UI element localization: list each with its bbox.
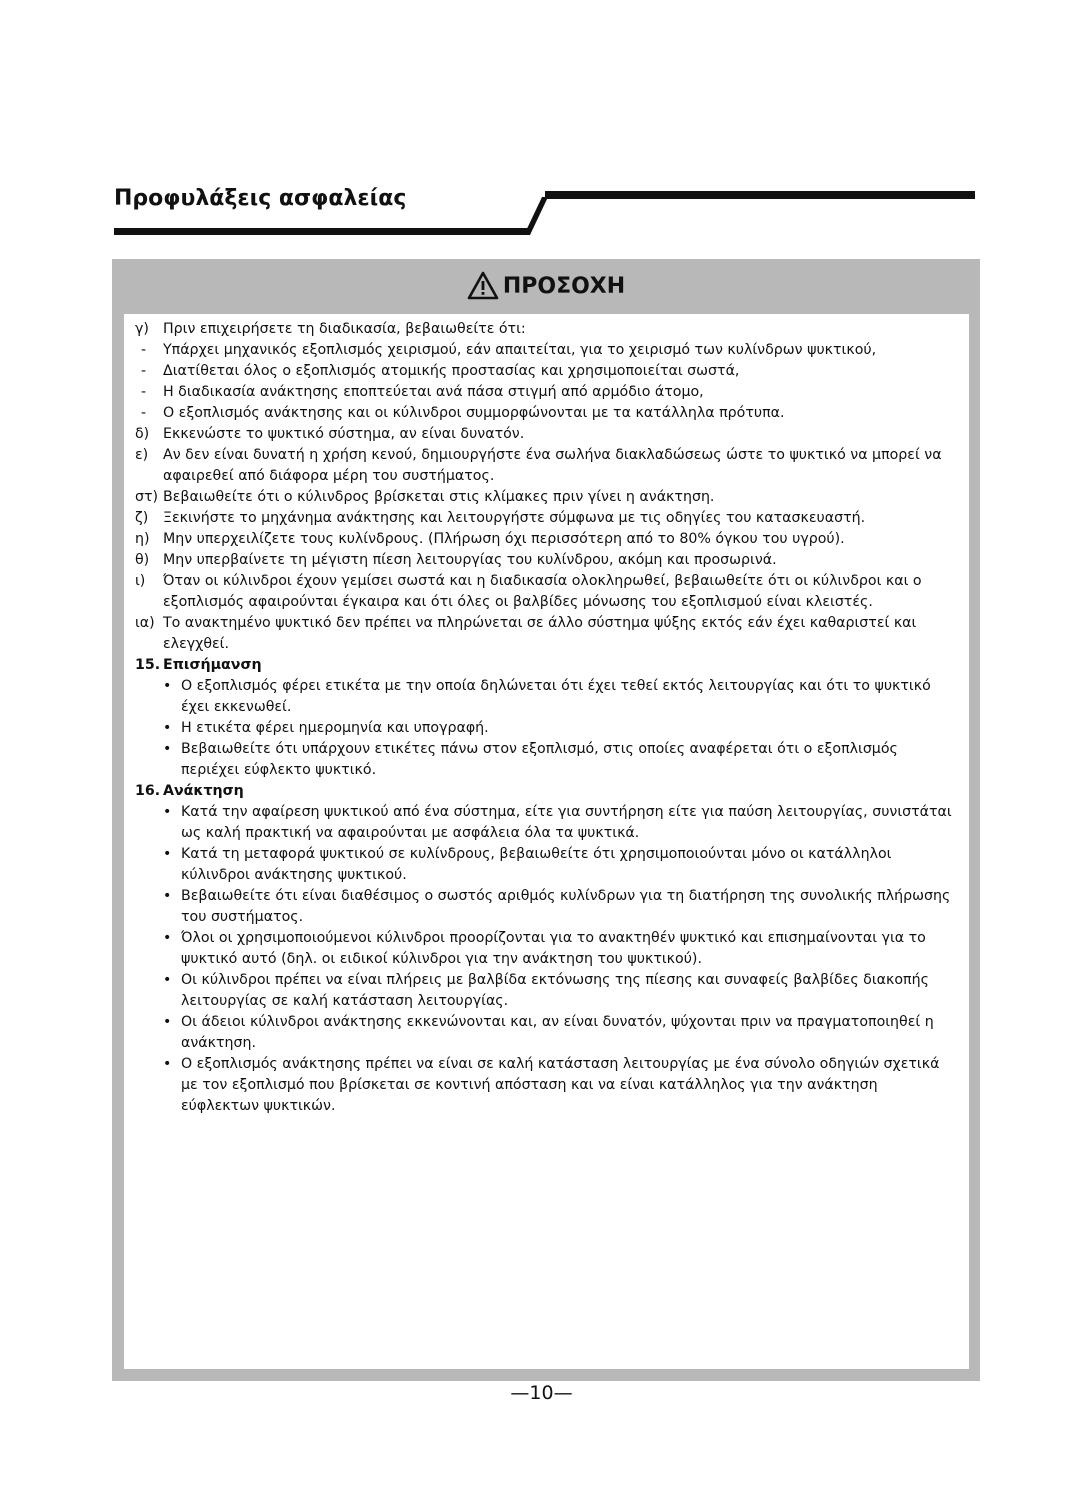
item-marker: δ) (135, 426, 150, 442)
item-text: Οι κύλινδροι πρέπει να είναι πλήρεις με βαλβίδα εκτόνωσης της πίεσης και συναφείς βαλβίδες διακοπής λειτουργίας σε καλή κατάσταση λειτουργίας. (181, 972, 929, 1009)
list-item (135, 676, 955, 718)
item-marker: ια) (135, 615, 155, 631)
page-number: —10— (510, 1382, 573, 1404)
item-text: Αν δεν είναι δυνατή η χρήση κενού, δημιουργήστε ένα σωλήνα διακλαδώσεως ώστε το ψυκτικό να μπορεί να αφαιρεθεί από διάφορα μέρη του συστήματος. (163, 447, 942, 484)
list-item (135, 529, 955, 550)
list-item (135, 970, 955, 1012)
list-item (135, 319, 955, 340)
warning-triangle-icon (467, 271, 499, 300)
item-text: Διατίθεται όλος ο εξοπλισμός ατομικής προστασίας και χρησιμοποιείται σωστά, (163, 363, 740, 379)
item-text: Κατά την αφαίρεση ψυκτικού από ένα σύστημα, είτε για συντήρηση είτε για παύση λειτουργίας, συνιστάται ως καλή πρακτική να αφαιρούνται με ασφάλεια όλα τα ψυκτικά. (181, 804, 952, 841)
item-text: Η διαδικασία ανάκτησης εποπτεύεται ανά πάσα στιγμή από αρμόδιο άτομο, (163, 384, 704, 400)
item-text: Πριν επιχειρήσετε τη διαδικασία, βεβαιωθείτε ότι: (163, 321, 526, 337)
header-divider (0, 0, 1083, 240)
item-text: Βεβαιωθείτε ότι είναι διαθέσιμος ο σωστός αριθμός κυλίνδρων για τη διατήρηση της συνολικής πλήρωσης του συστήματος. (181, 888, 951, 925)
item-marker: ι) (135, 573, 146, 589)
list-item (135, 886, 955, 928)
section-number: 16. (135, 783, 161, 799)
item-text: Ξεκινήστε το μηχάνημα ανάκτησης και λειτουργήστε σύμφωνα με τις οδηγίες του κατασκευαστή. (163, 510, 866, 526)
bullet-icon: • (163, 930, 172, 946)
item-marker: - (141, 342, 147, 358)
item-text: Ο εξοπλισμός φέρει ετικέτα με την οποία δηλώνεται ότι έχει τεθεί εκτός λειτουργίας και ότι το ψυκτικό έχει εκκενωθεί. (181, 678, 931, 715)
item-text: Η ετικέτα φέρει ημερομηνία και υπογραφή. (181, 720, 489, 736)
item-marker: ζ) (135, 510, 149, 526)
item-text: Υπάρχει μηχανικός εξοπλισμός χειρισμού, εάν απαιτείται, για το χειρισμό των κυλίνδρων ψυκτικού, (163, 342, 877, 358)
bullet-icon: • (163, 972, 172, 988)
caution-title: ΠΡΟΣΟΧΗ (502, 274, 626, 299)
item-text: Όταν οι κύλινδροι έχουν γεμίσει σωστά και η διαδικασία ολοκληρωθεί, βεβαιωθείτε ότι οι κύλινδροι και ο εξοπλισμός αφαιρούνται έγκαιρα και ότι όλες οι βαλβίδες μόνωσης του εξοπλισμού είναι κλειστές. (163, 573, 922, 610)
caution-text (135, 319, 955, 1117)
bullet-icon: • (163, 678, 172, 694)
list-item (135, 445, 955, 487)
list-item (135, 340, 955, 361)
bullet-icon: • (163, 846, 172, 862)
page-title: Προφυλάξεις ασφαλείας (114, 186, 407, 211)
bullet-icon: • (163, 1056, 172, 1072)
item-text: Μην υπερβαίνετε τη μέγιστη πίεση λειτουργίας του κυλίνδρου, ακόμη και προσωρινά. (163, 552, 777, 568)
item-text: Το ανακτημένο ψυκτικό δεν πρέπει να πληρώνεται σε άλλο σύστημα ψύξης εκτός εάν έχει καθαριστεί και ελεγχθεί. (163, 615, 917, 652)
item-text: Όλοι οι χρησιμοποιούμενοι κύλινδροι προορίζονται για το ανακτηθέν ψυκτικό και επισημαίνονται για το ψυκτικό αυτό (δηλ. οι ειδικοί κύλινδροι για την ανάκτηση του ψυκτικού). (181, 930, 926, 967)
list-item (135, 487, 955, 508)
bullet-icon: • (163, 1014, 172, 1030)
list-item (135, 550, 955, 571)
item-text: Οι άδειοι κύλινδροι ανάκτησης εκκενώνονται και, αν είναι δυνατόν, ψύχονται πριν να πραγματοποιηθεί η ανάκτηση. (181, 1014, 934, 1051)
list-item (135, 1012, 955, 1054)
bullet-icon: • (163, 741, 172, 757)
item-marker: ε) (135, 447, 149, 463)
list-item (135, 739, 955, 781)
list-item (135, 424, 955, 445)
caution-header (112, 259, 980, 314)
item-text: Εκκενώστε το ψυκτικό σύστημα, αν είναι δυνατόν. (163, 426, 525, 442)
list-item (135, 403, 955, 424)
bullet-icon: • (163, 804, 172, 820)
list-item (135, 382, 955, 403)
bullet-icon: • (163, 720, 172, 736)
section-number: 15. (135, 657, 161, 673)
list-item (135, 928, 955, 970)
section-title: Επισήμανση (163, 657, 262, 673)
list-item (135, 844, 955, 886)
item-marker: - (141, 363, 147, 379)
section-heading-labeling (135, 655, 955, 676)
section-title: Ανάκτηση (163, 783, 244, 799)
list-item (135, 718, 955, 739)
item-text: Ο εξοπλισμός ανάκτησης και οι κύλινδροι συμμορφώνονται με τα κατάλληλα πρότυπα. (163, 405, 785, 421)
bullet-icon: • (163, 888, 172, 904)
list-item (135, 571, 955, 613)
item-text: Κατά τη μεταφορά ψυκτικού σε κυλίνδρους, βεβαιωθείτε ότι χρησιμοποιούνται μόνο οι κατάλληλοι κύλινδροι ανάκτησης ψυκτικού. (181, 846, 892, 883)
item-marker: - (141, 384, 147, 400)
item-text: Ο εξοπλισμός ανάκτησης πρέπει να είναι σε καλή κατάσταση λειτουργίας με ένα σύνολο οδηγιών σχετικά με τον εξοπλισμό που βρίσκεται σε κοντινή απόσταση και να είναι κατάλληλος για την ανάκτηση εύφλεκτων ψυκτικών. (181, 1056, 940, 1114)
list-item (135, 361, 955, 382)
list-item (135, 802, 955, 844)
item-marker: - (141, 405, 147, 421)
section-heading-recovery (135, 781, 955, 802)
list-item (135, 613, 955, 655)
item-marker: γ) (135, 321, 149, 337)
item-marker: στ) (135, 489, 159, 505)
list-item (135, 508, 955, 529)
item-text: Βεβαιωθείτε ότι υπάρχουν ετικέτες πάνω στον εξοπλισμό, στις οποίες αναφέρεται ότι ο εξοπλισμός περιέχει εύφλεκτο ψυκτικό. (181, 741, 898, 778)
item-text: Βεβαιωθείτε ότι ο κύλινδρος βρίσκεται στις κλίμακες πριν γίνει η ανάκτηση. (163, 489, 715, 505)
list-item (135, 1054, 955, 1117)
item-text: Μην υπερχειλίζετε τους κυλίνδρους. (Πλήρωση όχι περισσότερη από το 80% όγκου του υγρού). (163, 531, 845, 547)
item-marker: θ) (135, 552, 150, 568)
item-marker: η) (135, 531, 150, 547)
